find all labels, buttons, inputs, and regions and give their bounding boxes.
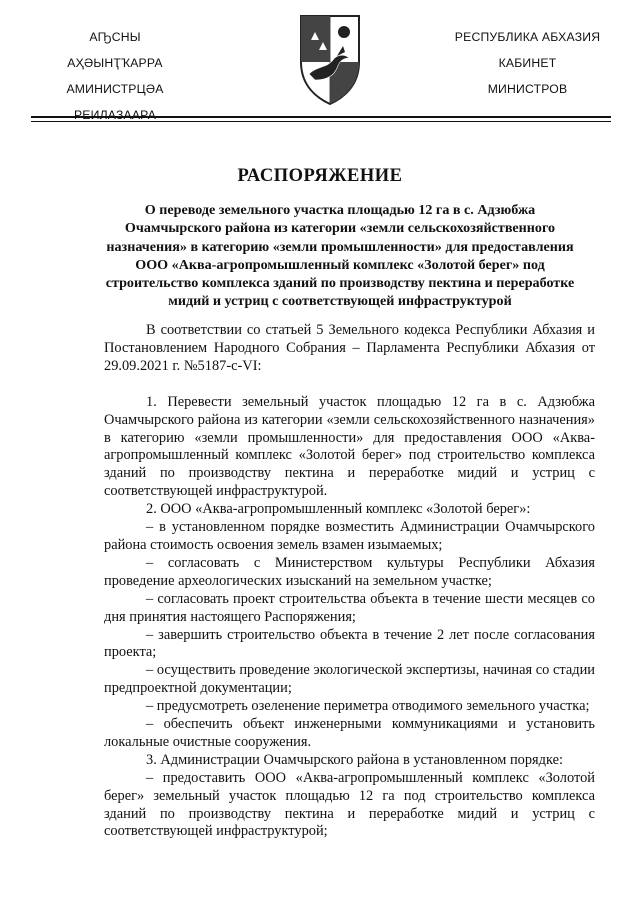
item-2-bullet-1: – в установленном порядке возместить Администрации Очамчырского района стоимость освоения земель взамен изымаемых; — [104, 519, 595, 553]
header-right-russian — [440, 24, 615, 102]
item-3-bullet-1: – предоставить ООО «Аква-агропромышленный комплекс «Золотой берег» земельный участок площадью 12 га под строительство комплекса зданий по производству пектина и переработке мидий и устриц с соответствующей инфраструктурой; — [104, 769, 595, 840]
coat-of-arms-icon — [297, 10, 363, 106]
document-title: РАСПОРЯЖЕНИЕ — [237, 166, 403, 186]
header-right-line-1: РЕСПУБЛИКА АБХАЗИЯ — [454, 30, 601, 44]
item-2-bullet-6: – предусмотреть озеленение периметра отводимого земельного участка; — [146, 698, 590, 715]
item-2-bullet-3: – согласовать проект строительства объекта в течение шести месяцев со дня принятия настоящего Распоряжения; — [104, 590, 595, 625]
preamble-paragraph: В соответствии со статьей 5 Земельного кодекса Республики Абхазия и Постановлением Народного Собрания – Парламента Республики Абхазия от 29.09.2021 г. №5187-с-VI: — [104, 322, 595, 374]
header-left-line-2: АМИНИСТРЦӘА — [66, 82, 164, 96]
item-3-paragraph: 3. Администрации Очамчырского района в установленном порядке: — [146, 751, 563, 768]
item-2-bullet-7: – обеспечить объект инженерными коммуникациями и установить локальные очистные сооружения. — [104, 716, 595, 750]
header-divider-thin — [31, 121, 611, 122]
header-left-abkhaz — [40, 24, 190, 128]
item-2-bullet-5: – осуществить проведение экологической экспертизы, начиная со стадии предпроектной документации; — [104, 662, 595, 697]
document-body — [104, 322, 595, 841]
header-left-line-1: АҦСНЫ АҲӘЫНҬҠАРРА — [67, 30, 163, 70]
item-2-bullet-2: – согласовать с Министерством культуры Республики Абхазия проведение археологических изысканий на земельном участке; — [104, 554, 595, 589]
header-divider-thick — [31, 116, 611, 118]
header-left-line-3: РЕИЛАЗААРА — [73, 108, 157, 122]
header-right-line-3: МИНИСТРОВ — [487, 82, 568, 96]
item-2-bullet-4: – завершить строительство объекта в течение 2 лет после согласования проекта; — [104, 626, 595, 661]
header-right-line-2: КАБИНЕТ — [498, 56, 557, 70]
document-subject: О переводе земельного участка площадью 12 га в с. Адзюбжа Очамчырского района из категории «земли сельскохозяйственного назначения» в категорию «земли промышленности» для предоставления ООО «Аква-агропромышленный комплекс «Золотой берег» под строительство комплекса зданий по производству пектина и переработке мидий и устриц с соответствующей инфраструктурой — [105, 202, 575, 310]
item-1-paragraph: 1. Перевести земельный участок площадью 12 га в с. Адзюбжа Очамчырского района из категории «земли сельскохозяйственного назначения» в категорию «земли промышленности» для предоставления ООО «Аква-агропромышленный комплекс «Золотой берег» под строительство комплекса зданий по производству пектина и переработке мидий и устриц с соответствующей инфраструктурой. — [104, 393, 595, 500]
item-2-paragraph: 2. ООО «Аква-агропромышленный комплекс «Золотой берег»: — [146, 501, 531, 518]
